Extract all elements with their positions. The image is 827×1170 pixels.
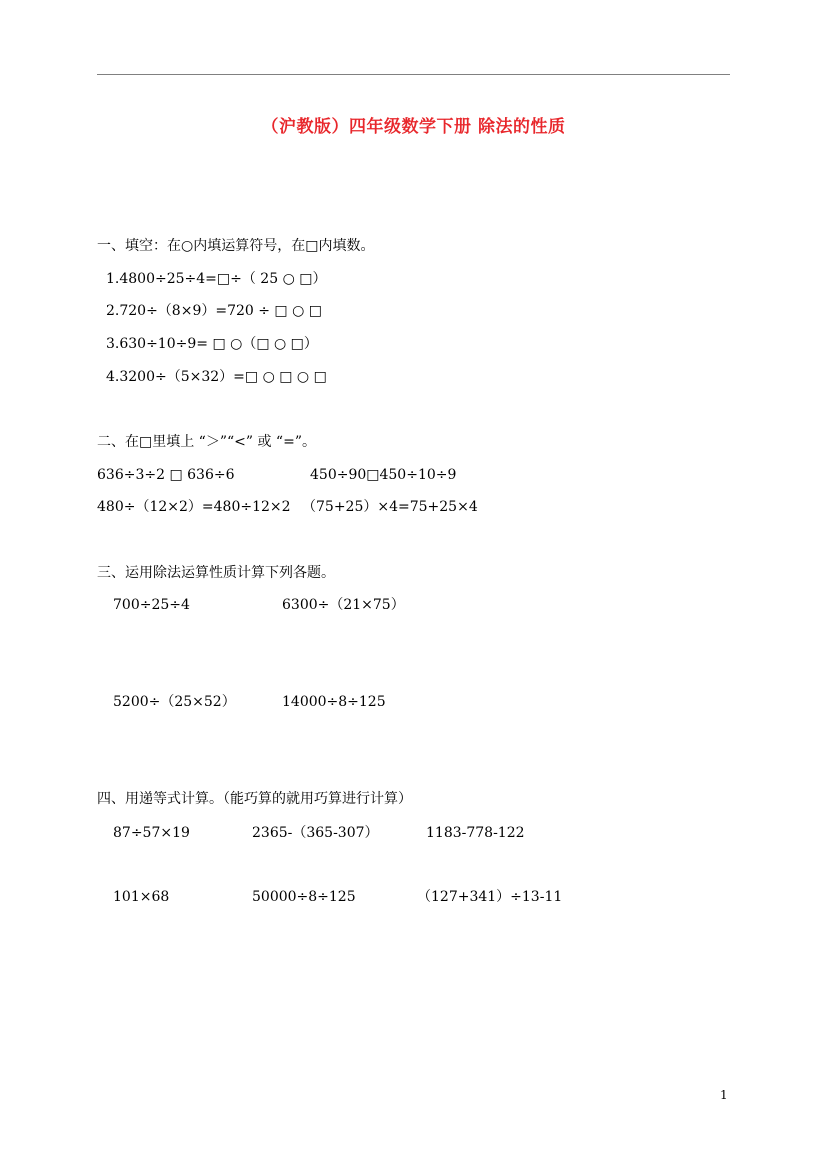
section1-item-3: 3.630÷10÷9= □ ○（□ ○ □） [106, 336, 318, 352]
section1-item-1: 1.4800÷25÷4=□÷（ 25 ○ □） [106, 271, 327, 287]
header-rule [97, 74, 730, 75]
section3-problem-3: 5200÷（25×52） [113, 694, 236, 710]
section4-problem-4: 101×68 [113, 889, 170, 905]
section3-problem-4: 14000÷8÷125 [282, 694, 386, 710]
page-title: （沪教版）四年级数学下册 除法的性质 [261, 117, 566, 137]
section4-problem-1: 87÷57×19 [113, 825, 190, 841]
section2-row2-right: （75+25）×4=75+25×4 [302, 499, 478, 515]
section1-item-4: 4.3200÷（5×32）=□ ○ □ ○ □ [106, 369, 327, 385]
section4-heading: 四、用递等式计算。（能巧算的就用巧算进行计算） [97, 791, 412, 807]
section3-heading: 三、运用除法运算性质计算下列各题。 [97, 565, 335, 581]
section3-problem-2: 6300÷（21×75） [282, 597, 405, 613]
section1-item-2: 2.720÷（8×9）=720 ÷ □ ○ □ [106, 303, 323, 319]
page-number: 1 [720, 1088, 728, 1102]
section4-problem-3: 1183-778-122 [426, 825, 525, 841]
section1-heading: 一、填空：在○内填运算符号，在□内填数。 [97, 238, 375, 254]
section4-problem-6: （127+341）÷13-11 [417, 889, 563, 905]
section2-heading: 二、在□里填上 “＞”“<” 或 “=”。 [97, 434, 316, 450]
section4-problem-5: 50000÷8÷125 [252, 889, 356, 905]
section3-problem-1: 700÷25÷4 [113, 597, 190, 613]
section2-row1-right: 450÷90□450÷10÷9 [310, 467, 457, 483]
section2-row2-left: 480÷（12×2）=480÷12×2 [97, 499, 291, 515]
section2-row1-left: 636÷3÷2 □ 636÷6 [97, 467, 235, 483]
section4-problem-2: 2365-（365-307） [252, 825, 379, 841]
